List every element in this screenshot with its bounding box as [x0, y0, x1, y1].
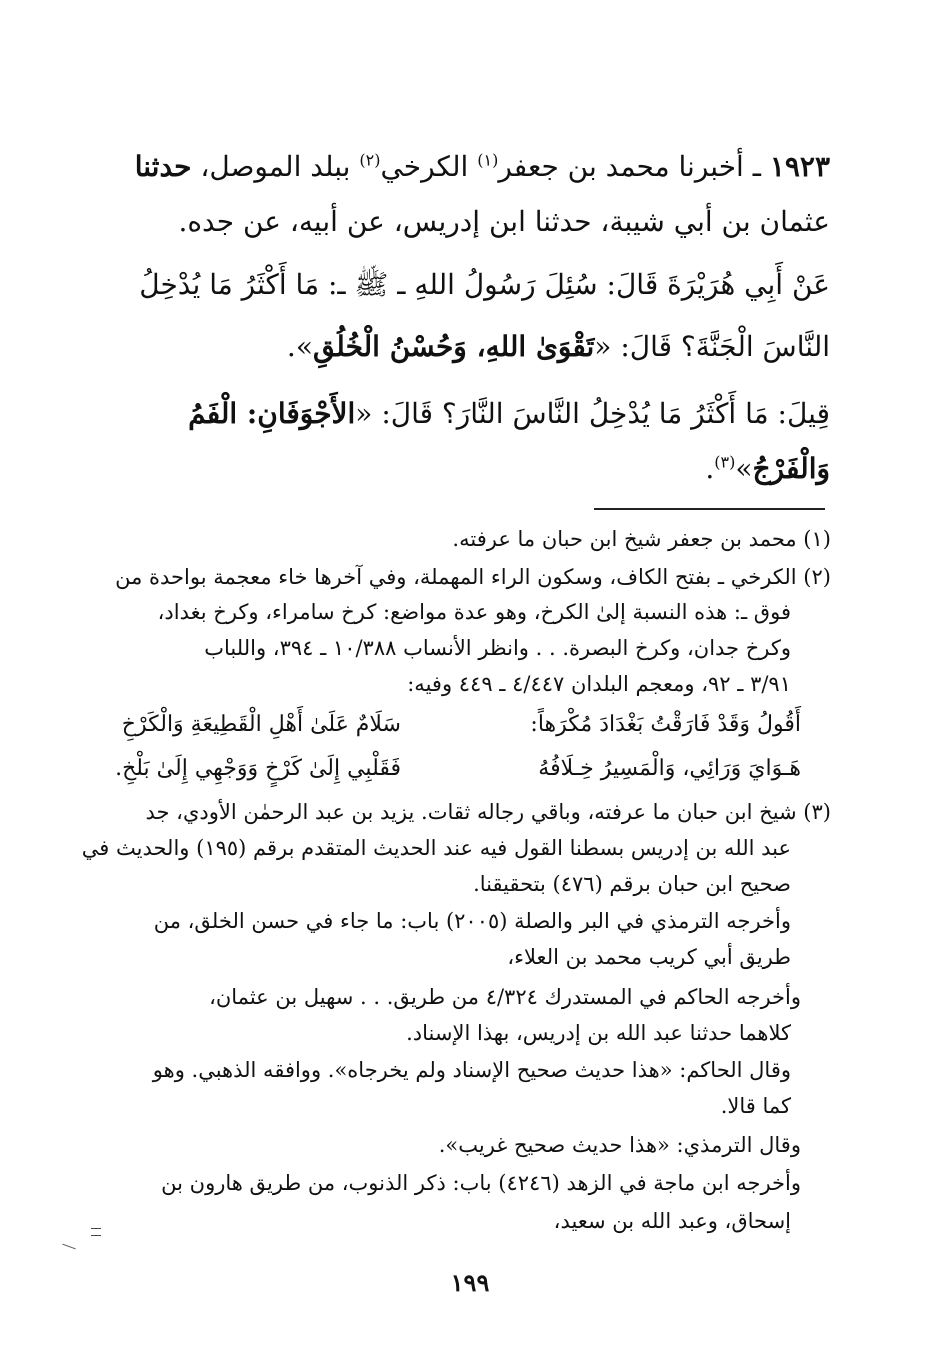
- footnote-2-line: (٢) الكرخي ـ بفتح الكاف، وسكون الراء المهملة، وفي آخرها خاء معجمة بواحدة من: [115, 565, 831, 589]
- footnote-3-line: صحيح ابن حبان برقم (٤٧٦) بتحقيقنا.: [473, 872, 791, 896]
- poem-hemistich: أَقُولُ وَقَدْ فَارَقْتُ بَغْدَادَ مُكْرَهاً:: [530, 712, 801, 737]
- hadith-text: ».: [286, 330, 313, 363]
- footnote-3-line: وقال الحاكم: «هذا حديث صحيح الإسناد ولم يخرجاه». ووافقه الذهبي. وهو: [152, 1058, 791, 1082]
- page-number: ١٩٩: [450, 1268, 490, 1297]
- hadith-line-6: [100, 452, 830, 485]
- hadith-text: النَّاسَ الْجَنَّةَ؟ قَالَ: «: [594, 330, 830, 363]
- hadith-line-2: عثمان بن أبي شيبة، حدثنا ابن إدريس، عن أبيه، عن جده.: [178, 205, 830, 238]
- hadith-text-bold: الأَجْوَفَانِ: الْفَمُ: [188, 397, 356, 430]
- footnote-3-line: وأخرجه الحاكم في المستدرك ٤/٣٢٤ من طريق. . . سهيل بن عثمان،: [209, 985, 801, 1009]
- hadith-text: قِيلَ: مَا أَكْثَرُ مَا يُدْخِلُ النَّاسَ النَّارَ؟ قَالَ: «: [355, 397, 830, 430]
- footnote-ref-2[interactable]: (٢): [359, 150, 381, 170]
- poem-hemistich: فَقَلْبِي إِلَىٰ كَرْخٍ وَوَجْهِي إِلَىٰ بَلْخِ.: [115, 756, 401, 781]
- footnote-3-line: إسحاق، وعبد الله بن سعيد،: [553, 1209, 791, 1233]
- footnote-2-line: فوق ـ: هذه النسبة إلىٰ الكرخ، وهو عدة مواضع: كرخ سامراء، وكرخ بغداد،: [157, 600, 791, 624]
- hadith-text: .: [705, 452, 715, 485]
- hadith-text: »: [735, 452, 753, 485]
- footnote-2-line: وكرخ جدان، وكرخ البصرة. . . وانظر الأنساب ١٠/٣٨٨ ـ ٣٩٤، واللباب: [204, 636, 791, 660]
- footnote-3-line: طريق أبي كريب محمد بن العلاء،: [507, 945, 791, 969]
- hadith-text-bold: حدثنا: [134, 150, 192, 183]
- poem-hemistich: هَـوَايَ وَرَائِي، وَالْمَسِيرُ خِـلَافُهُ: [538, 756, 801, 781]
- hadith-text: ـ أخبرنا محمد بن جعفر: [498, 150, 770, 183]
- footnote-3-line: وقال الترمذي: «هذا حديث صحيح غريب».: [438, 1133, 801, 1157]
- footnote-3-line: كما قالا.: [720, 1094, 791, 1118]
- hadith-text-bold: وَالْفَرْجُ: [752, 452, 830, 485]
- footnote-3-line: (٣) شيخ ابن حبان ما عرفته، وباقي رجاله ثقات. يزيد بن عبد الرحمٰن الأودي، جد: [145, 800, 831, 824]
- footnote-3-line: كلاهما حدثنا عبد الله بن إدريس، بهذا الإسناد.: [406, 1021, 791, 1045]
- footnote-divider: [594, 508, 825, 510]
- poem-hemistich: سَلَامٌ عَلَىٰ أَهْلِ الْقَطِيعَةِ وَالْكَرْخِ: [121, 712, 401, 737]
- hadith-text-bold: تَقْوَىٰ اللهِ، وَحُسْنُ الْخُلُقِ: [312, 330, 595, 363]
- hadith-number: ١٩٢٣: [769, 150, 830, 183]
- hadith-line-5: [100, 397, 830, 430]
- hadith-text: الكرخي: [380, 150, 478, 183]
- hadith-line-3: عَنْ أَبِي هُرَيْرَةَ قَالَ: سُئِلَ رَسُولُ اللهِ ـ ﷺ ـ: مَا أَكْثَرُ مَا يُدْخِلُ: [139, 268, 830, 301]
- footnote-3-line: وأخرجه الترمذي في البر والصلة (٢٠٠٥) باب: ما جاء في حسن الخلق، من: [153, 909, 791, 933]
- margin-mark: [91, 1228, 101, 1236]
- footnote-1: (١) محمد بن جعفر شيخ ابن حبان ما عرفته.: [452, 527, 831, 551]
- footnote-2-line: ٣/٩١ ـ ٩٢، ومعجم البلدان ٤/٤٤٧ ـ ٤٤٩ وفيه:: [407, 672, 791, 696]
- hadith-line-1: [100, 150, 830, 183]
- footnote-ref-1[interactable]: (١): [477, 150, 499, 170]
- hadith-text: ببلد الموصل،: [191, 150, 360, 183]
- footnote-3-line: عبد الله بن إدريس بسطنا القول فيه عند الحديث المتقدم برقم (١٩٥) والحديث في: [81, 836, 791, 860]
- margin-stroke: [62, 1244, 75, 1250]
- footnote-ref-3[interactable]: (٣): [714, 452, 736, 472]
- footnote-3-line: وأخرجه ابن ماجة في الزهد (٤٢٤٦) باب: ذكر الذنوب، من طريق هارون بن: [161, 1171, 801, 1195]
- hadith-line-4: [100, 330, 830, 363]
